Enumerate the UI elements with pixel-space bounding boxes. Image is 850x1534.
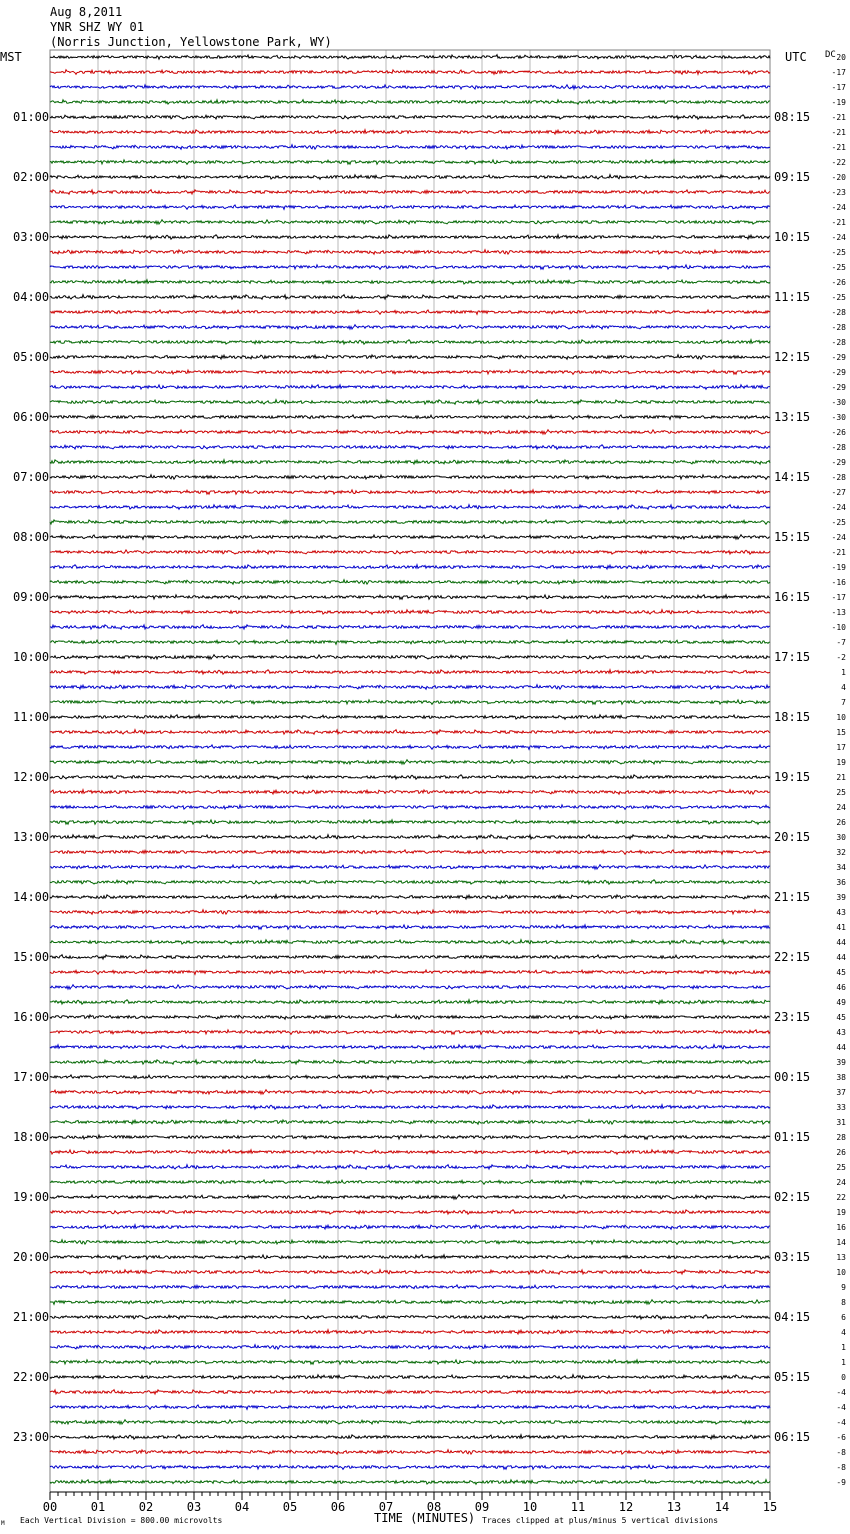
dc-offset-label: -25 (831, 263, 846, 272)
seismic-trace (50, 325, 770, 329)
seismic-trace (50, 115, 770, 120)
location-label: (Norris Junction, Yellowstone Park, WY) (50, 35, 332, 49)
dc-offset-label: 44 (836, 1043, 846, 1052)
right-hour-label: 16:15 (774, 590, 811, 604)
seismic-trace (50, 70, 770, 75)
seismic-trace (50, 1465, 770, 1469)
seismic-trace (50, 1435, 770, 1440)
seismic-trace (50, 925, 770, 930)
axis-tick-label: 07 (378, 1500, 394, 1514)
seismic-trace (50, 955, 770, 959)
dc-offset-label: -21 (831, 143, 846, 152)
dc-offset-label: -24 (831, 203, 846, 212)
dc-offset-label: 1 (841, 668, 846, 677)
seismic-trace (50, 445, 770, 450)
right-hour-label: 09:15 (774, 170, 811, 184)
dc-offset-label: 45 (836, 968, 846, 977)
right-hour-labels (774, 110, 810, 1444)
dc-offset-label: -4 (836, 1418, 846, 1427)
dc-offset-label: 4 (841, 683, 846, 692)
right-hour-label: 22:15 (774, 950, 811, 964)
seismic-trace (50, 1315, 770, 1320)
axis-tick-label: 00 (42, 1500, 58, 1514)
seismic-trace (50, 100, 770, 105)
dc-offset-label: 1 (841, 1343, 846, 1352)
dc-offset-label: 24 (836, 803, 846, 812)
left-timezone-label: MST (0, 50, 22, 64)
seismic-trace (50, 715, 770, 720)
seismic-trace (50, 565, 770, 569)
right-hour-label: 01:15 (774, 1130, 811, 1144)
dc-offset-label: 19 (836, 758, 846, 767)
dc-offset-label: -22 (831, 158, 846, 167)
corner-mark: M (1, 1520, 5, 1527)
left-hour-label: 13:00 (13, 830, 50, 844)
axis-tick-label: 04 (234, 1500, 250, 1514)
dc-offset-label: -4 (836, 1403, 846, 1412)
dc-offset-label: 26 (836, 818, 846, 827)
dc-offset-label: 44 (836, 938, 846, 947)
dc-offset-label: 9 (841, 1283, 846, 1292)
dc-offset-label: -25 (831, 518, 846, 527)
dc-offset-label: -9 (836, 1478, 846, 1487)
seismic-trace (50, 190, 770, 195)
seismic-trace (50, 280, 770, 285)
seismic-trace (50, 1270, 770, 1275)
axis-tick-label: 05 (282, 1500, 298, 1514)
right-hour-label: 21:15 (774, 890, 811, 904)
right-hour-label: 03:15 (774, 1250, 811, 1264)
seismic-trace (50, 580, 770, 585)
seismic-trace (50, 1375, 770, 1380)
axis-tick-label: 14 (714, 1500, 730, 1514)
right-hour-label: 13:15 (774, 410, 811, 424)
dc-offset-label: -28 (831, 338, 846, 347)
left-hour-label: 14:00 (13, 890, 50, 904)
seismic-trace (50, 1090, 770, 1094)
left-hour-label: 23:00 (13, 1430, 50, 1444)
dc-offset-header: DC (825, 50, 836, 60)
left-hour-label: 11:00 (13, 710, 50, 724)
dc-offset-label: -24 (831, 533, 846, 542)
dc-offset-label: -26 (831, 428, 846, 437)
seismic-trace (50, 1210, 770, 1215)
seismic-trace (50, 910, 770, 915)
seismic-trace (50, 1135, 770, 1139)
dc-offset-label: 22 (836, 1193, 846, 1202)
seismic-trace (50, 235, 770, 240)
left-hour-label: 21:00 (13, 1310, 50, 1324)
left-hour-label: 09:00 (13, 590, 50, 604)
dc-offset-label: 31 (836, 1118, 846, 1127)
dc-offset-label: -28 (831, 473, 846, 482)
dc-offset-label: 44 (836, 953, 846, 962)
dc-offset-label: 24 (836, 1178, 846, 1187)
dc-offset-label: -29 (831, 458, 846, 467)
seismic-trace (50, 1120, 770, 1125)
seismic-trace (50, 730, 770, 735)
seismic-trace (50, 760, 770, 764)
dc-offset-label: -13 (831, 608, 846, 617)
seismic-trace (50, 805, 770, 809)
axis-tick-label: 11 (570, 1500, 586, 1514)
seismic-trace (50, 1420, 770, 1424)
axis-tick-label: 15 (762, 1500, 778, 1514)
seismic-trace (50, 160, 770, 165)
dc-offset-label: 46 (836, 983, 846, 992)
seismic-trace (50, 940, 770, 945)
dc-offset-label: -7 (836, 638, 846, 647)
footer-clip-note: Traces clipped at plus/minus 5 vertical divisions (482, 1516, 719, 1525)
left-hour-labels (13, 110, 49, 1444)
seismic-trace (50, 475, 770, 480)
dc-offset-label: 10 (836, 1268, 846, 1277)
dc-offset-label: 25 (836, 788, 846, 797)
dc-offset-labels (832, 53, 847, 1487)
seismic-trace (50, 595, 770, 600)
seismic-trace (50, 880, 770, 885)
right-hour-label: 11:15 (774, 290, 811, 304)
dc-offset-label: -30 (831, 398, 846, 407)
dc-offset-label: -29 (831, 383, 846, 392)
seismic-trace (50, 220, 770, 224)
seismic-trace (50, 610, 770, 615)
seismic-trace (50, 685, 770, 690)
seismic-trace (50, 1360, 770, 1365)
seismic-trace (50, 1480, 770, 1485)
dc-offset-label: -28 (831, 323, 846, 332)
dc-offset-label: -16 (831, 578, 846, 587)
dc-offset-label: 15 (836, 728, 846, 737)
seismic-trace (50, 295, 770, 300)
seismic-trace (50, 1195, 770, 1199)
seismic-trace (50, 1240, 770, 1245)
seismic-traces (50, 55, 770, 1485)
seismic-trace (50, 355, 770, 360)
seismic-trace (50, 1060, 770, 1065)
seismic-trace (50, 970, 770, 974)
left-hour-label: 10:00 (13, 650, 50, 664)
seismic-trace (50, 820, 770, 825)
dc-offset-label: -24 (831, 503, 846, 512)
seismic-trace (50, 400, 770, 405)
right-hour-label: 04:15 (774, 1310, 811, 1324)
seismic-trace (50, 430, 770, 434)
seismic-trace (50, 505, 770, 510)
seismic-trace (50, 175, 770, 180)
seismic-trace (50, 865, 770, 869)
right-hour-label: 02:15 (774, 1190, 811, 1204)
x-axis-title: TIME (MINUTES) (374, 1511, 476, 1525)
dc-offset-label: 39 (836, 893, 846, 902)
dc-offset-label: 37 (836, 1088, 846, 1097)
left-hour-label: 16:00 (13, 1010, 50, 1024)
seismic-trace (50, 55, 770, 60)
dc-offset-label: 34 (836, 863, 846, 872)
seismic-trace (50, 385, 770, 390)
seismic-trace (50, 1105, 770, 1110)
dc-offset-label: -29 (831, 353, 846, 362)
left-hour-label: 15:00 (13, 950, 50, 964)
seismic-trace (50, 340, 770, 345)
right-hour-label: 06:15 (774, 1430, 811, 1444)
dc-offset-label: -28 (831, 308, 846, 317)
dc-offset-label: -25 (831, 293, 846, 302)
left-hour-label: 19:00 (13, 1190, 50, 1204)
dc-offset-label: -20 (831, 173, 846, 182)
dc-offset-label: 4 (841, 1328, 846, 1337)
dc-offset-label: -30 (831, 413, 846, 422)
axis-tick-label: 08 (426, 1500, 442, 1514)
left-hour-label: 18:00 (13, 1130, 50, 1144)
dc-offset-label: 41 (836, 923, 846, 932)
dc-offset-label: -19 (831, 563, 846, 572)
axis-tick-label: 03 (186, 1500, 202, 1514)
right-hour-label: 20:15 (774, 830, 811, 844)
dc-offset-label: 20 (836, 53, 846, 62)
seismic-trace (50, 1150, 770, 1155)
seismic-trace (50, 640, 770, 644)
station-label: YNR SHZ WY 01 (50, 20, 144, 34)
dc-offset-label: -19 (831, 98, 846, 107)
dc-offset-label: 16 (836, 1223, 846, 1232)
dc-offset-label: 25 (836, 1163, 846, 1172)
dc-offset-label: 13 (836, 1253, 846, 1262)
dc-offset-label: 21 (836, 773, 846, 782)
right-timezone-label: UTC (785, 50, 807, 64)
dc-offset-label: -8 (836, 1448, 846, 1457)
seismic-trace (50, 1180, 770, 1184)
right-hour-label: 05:15 (774, 1370, 811, 1384)
seismic-trace (50, 205, 770, 209)
dc-offset-label: 36 (836, 878, 846, 887)
seismic-trace (50, 745, 770, 749)
left-hour-label: 08:00 (13, 530, 50, 544)
dc-offset-label: 28 (836, 1133, 846, 1142)
axis-tick-label: 10 (522, 1500, 538, 1514)
seismic-trace (50, 550, 770, 554)
dc-offset-label: -4 (836, 1388, 846, 1397)
axis-tick-label: 06 (330, 1500, 346, 1514)
dc-offset-label: 10 (836, 713, 846, 722)
seismic-trace (50, 790, 770, 795)
axis-tick-label: 12 (618, 1500, 634, 1514)
dc-offset-label: 14 (836, 1238, 846, 1247)
dc-offset-label: 43 (836, 908, 846, 917)
left-hour-label: 12:00 (13, 770, 50, 784)
dc-offset-label: -21 (831, 128, 846, 137)
dc-offset-label: -29 (831, 368, 846, 377)
seismic-trace (50, 1300, 770, 1305)
right-hour-label: 14:15 (774, 470, 811, 484)
dc-offset-label: 30 (836, 833, 846, 842)
dc-offset-label: 32 (836, 848, 846, 857)
seismic-trace (50, 1345, 770, 1350)
dc-offset-label: 17 (836, 743, 846, 752)
dc-offset-label: -8 (836, 1463, 846, 1472)
left-hour-label: 03:00 (13, 230, 50, 244)
seismic-trace (50, 370, 770, 374)
dc-offset-label: -23 (831, 188, 846, 197)
seismic-trace (50, 1285, 770, 1289)
right-hour-label: 17:15 (774, 650, 811, 664)
left-hour-label: 20:00 (13, 1250, 50, 1264)
seismic-trace (50, 85, 770, 89)
seismic-trace (50, 145, 770, 150)
dc-offset-label: 38 (836, 1073, 846, 1082)
seismic-trace (50, 1165, 770, 1170)
seismic-trace (50, 655, 770, 659)
right-hour-label: 19:15 (774, 770, 811, 784)
seismic-trace (50, 1225, 770, 1229)
dc-offset-label: -24 (831, 233, 846, 242)
dc-offset-label: -27 (831, 488, 846, 497)
dc-offset-label: 49 (836, 998, 846, 1007)
seismic-trace (50, 1015, 770, 1020)
right-hour-label: 23:15 (774, 1010, 811, 1024)
dc-offset-label: 1 (841, 1358, 846, 1367)
footer-scale-note: Each Vertical Division = 800.00 microvolts (20, 1516, 223, 1525)
seismic-trace (50, 490, 770, 494)
left-hour-label: 17:00 (13, 1070, 50, 1084)
seismic-trace (50, 1045, 770, 1050)
dc-offset-label: -26 (831, 278, 846, 287)
dc-offset-label: 19 (836, 1208, 846, 1217)
seismic-trace (50, 670, 770, 675)
left-hour-label: 06:00 (13, 410, 50, 424)
seismic-trace (50, 535, 770, 540)
left-hour-label: 02:00 (13, 170, 50, 184)
right-hour-label: 15:15 (774, 530, 811, 544)
seismic-trace (50, 835, 770, 840)
axis-tick-label: 02 (138, 1500, 154, 1514)
seismic-trace (50, 850, 770, 854)
seismic-trace (50, 1405, 770, 1409)
right-hour-label: 10:15 (774, 230, 811, 244)
date-label: Aug 8,2011 (50, 5, 123, 19)
left-hour-label: 22:00 (13, 1370, 50, 1384)
dc-offset-label: 7 (841, 698, 846, 707)
axis-tick-label: 13 (666, 1500, 682, 1514)
dc-offset-label: 39 (836, 1058, 846, 1067)
dc-offset-label: 0 (841, 1373, 846, 1382)
seismic-trace (50, 775, 770, 780)
seismic-trace (50, 460, 770, 464)
seismic-trace (50, 1390, 770, 1394)
dc-offset-label: -6 (836, 1433, 846, 1442)
dc-offset-label: 6 (841, 1313, 846, 1322)
dc-offset-label: -25 (831, 248, 846, 257)
seismic-trace (50, 625, 770, 630)
seismic-trace (50, 1030, 770, 1035)
seismic-trace (50, 1330, 770, 1334)
seismic-trace (50, 700, 770, 704)
dc-offset-label: 43 (836, 1028, 846, 1037)
seismic-trace (50, 1000, 770, 1005)
dc-offset-label: -17 (831, 83, 846, 92)
seismic-trace (50, 1075, 770, 1079)
seismic-trace (50, 265, 770, 269)
seismic-trace (50, 130, 770, 134)
axis-tick-label: 09 (474, 1500, 490, 1514)
dc-offset-label: -10 (831, 623, 846, 632)
left-hour-label: 05:00 (13, 350, 50, 364)
axis-tick-label: 01 (90, 1500, 106, 1514)
seismic-trace (50, 895, 770, 899)
seismic-trace (50, 520, 770, 524)
dc-offset-label: -21 (831, 218, 846, 227)
left-hour-label: 04:00 (13, 290, 50, 304)
right-hour-label: 18:15 (774, 710, 811, 724)
dc-offset-label: -28 (831, 443, 846, 452)
dc-offset-label: 33 (836, 1103, 846, 1112)
left-hour-label: 07:00 (13, 470, 50, 484)
dc-offset-label: -21 (831, 548, 846, 557)
right-hour-label: 00:15 (774, 1070, 811, 1084)
seismic-trace (50, 1255, 770, 1259)
dc-offset-label: -21 (831, 113, 846, 122)
dc-offset-label: 8 (841, 1298, 846, 1307)
seismic-trace (50, 415, 770, 419)
seismic-trace (50, 250, 770, 255)
right-hour-label: 08:15 (774, 110, 811, 124)
right-hour-label: 12:15 (774, 350, 811, 364)
dc-offset-label: -2 (836, 653, 846, 662)
dc-offset-label: 26 (836, 1148, 846, 1157)
dc-offset-label: 45 (836, 1013, 846, 1022)
left-hour-label: 01:00 (13, 110, 50, 124)
dc-offset-label: -17 (831, 68, 846, 77)
seismic-trace (50, 310, 770, 314)
seismic-trace (50, 985, 770, 989)
seismic-trace (50, 1450, 770, 1455)
dc-offset-label: -17 (831, 593, 846, 602)
